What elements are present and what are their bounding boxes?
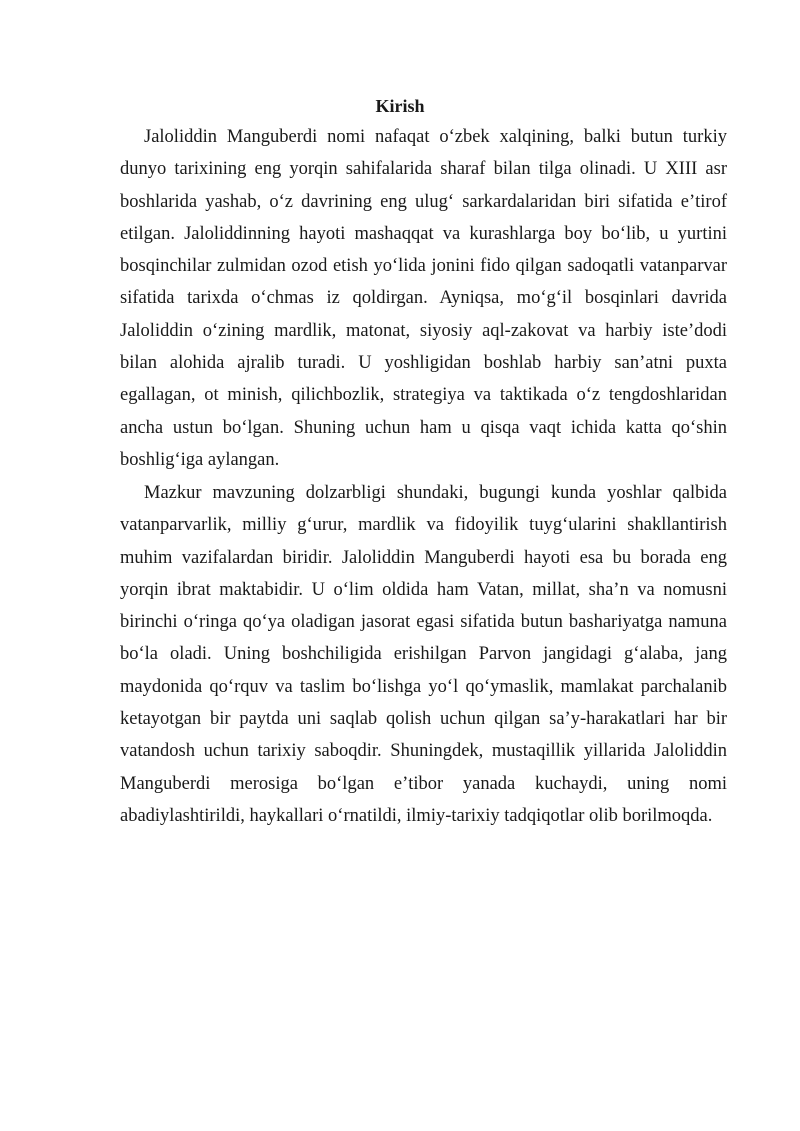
section-title: Kirish — [375, 96, 425, 116]
intro-paragraph-1: Jaloliddin Manguberdi nomi nafaqat oʻzbek xalqining, balki butun turkiy dunyo tarixining eng yorqin sahifalarida sharaf bilan tilga olinadi. U XIII asr boshlarida yashab, oʻz davrining eng ulugʻ sarkardalaridan biri sifatida eʼtirof etilgan. Jaloliddinning hayoti mashaqqat va kurashlarga boy boʻlib, u yurtini bosqinchilar zulmidan ozod etish yoʻlida jonini fido qilgan sadoqatli vatanparvar sifatida tarixda oʻchmas iz qoldirgan. Ayniqsa, moʻgʻil bosqinlari davrida Jaloliddin oʻzining mardlik, matonat, siyosiy aql-zakovat va harbiy isteʼdodi bilan alohida ajralib turadi. U yoshligidan boshlab harbiy sanʼatni puxta egallagan, ot minish, qilichbozlik, strategiya va taktikada oʻz tengdoshlaridan ancha ustun boʻlgan. Shuning uchun ham u qisqa vaqt ichida katta qoʻshin boshligʻiga aylangan. — [120, 127, 727, 470]
intro-paragraph-2: Mazkur mavzuning dolzarbligi shundaki, bugungi kunda yoshlar qalbida vatanparvarlik, milliy gʻurur, mardlik va fidoyilik tuygʻularini shakllantirish muhim vazifalardan biridir. Jaloliddin Manguberdi hayoti esa bu borada eng yorqin ibrat maktabidir. U oʻlim oldida ham Vatan, millat, shaʼn va nomusni birinchi oʻringa qoʻya oladigan jasorat egasi sifatida butun bashariyatga namuna boʻla oladi. Uning boshchiligida erishilgan Parvon jangidagi gʻalaba, jang maydonida qoʻrquv va taslim boʻlishga yoʻl qoʻymaslik, mamlakat parchalanib ketayotgan bir paytda uni saqlab qolish uchun qilgan saʼy-harakatlari har bir vatandosh uchun tarixiy saboqdir. Shuningdek, mustaqillik yillarida Jaloliddin Manguberdi merosiga boʻlgan eʼtibor yanada kuchaydi, uning nomi abadiylashtirildi, haykallari oʻrnatildi, ilmiy-tarixiy tadqiqotlar olib borilmoqda. — [120, 483, 727, 826]
